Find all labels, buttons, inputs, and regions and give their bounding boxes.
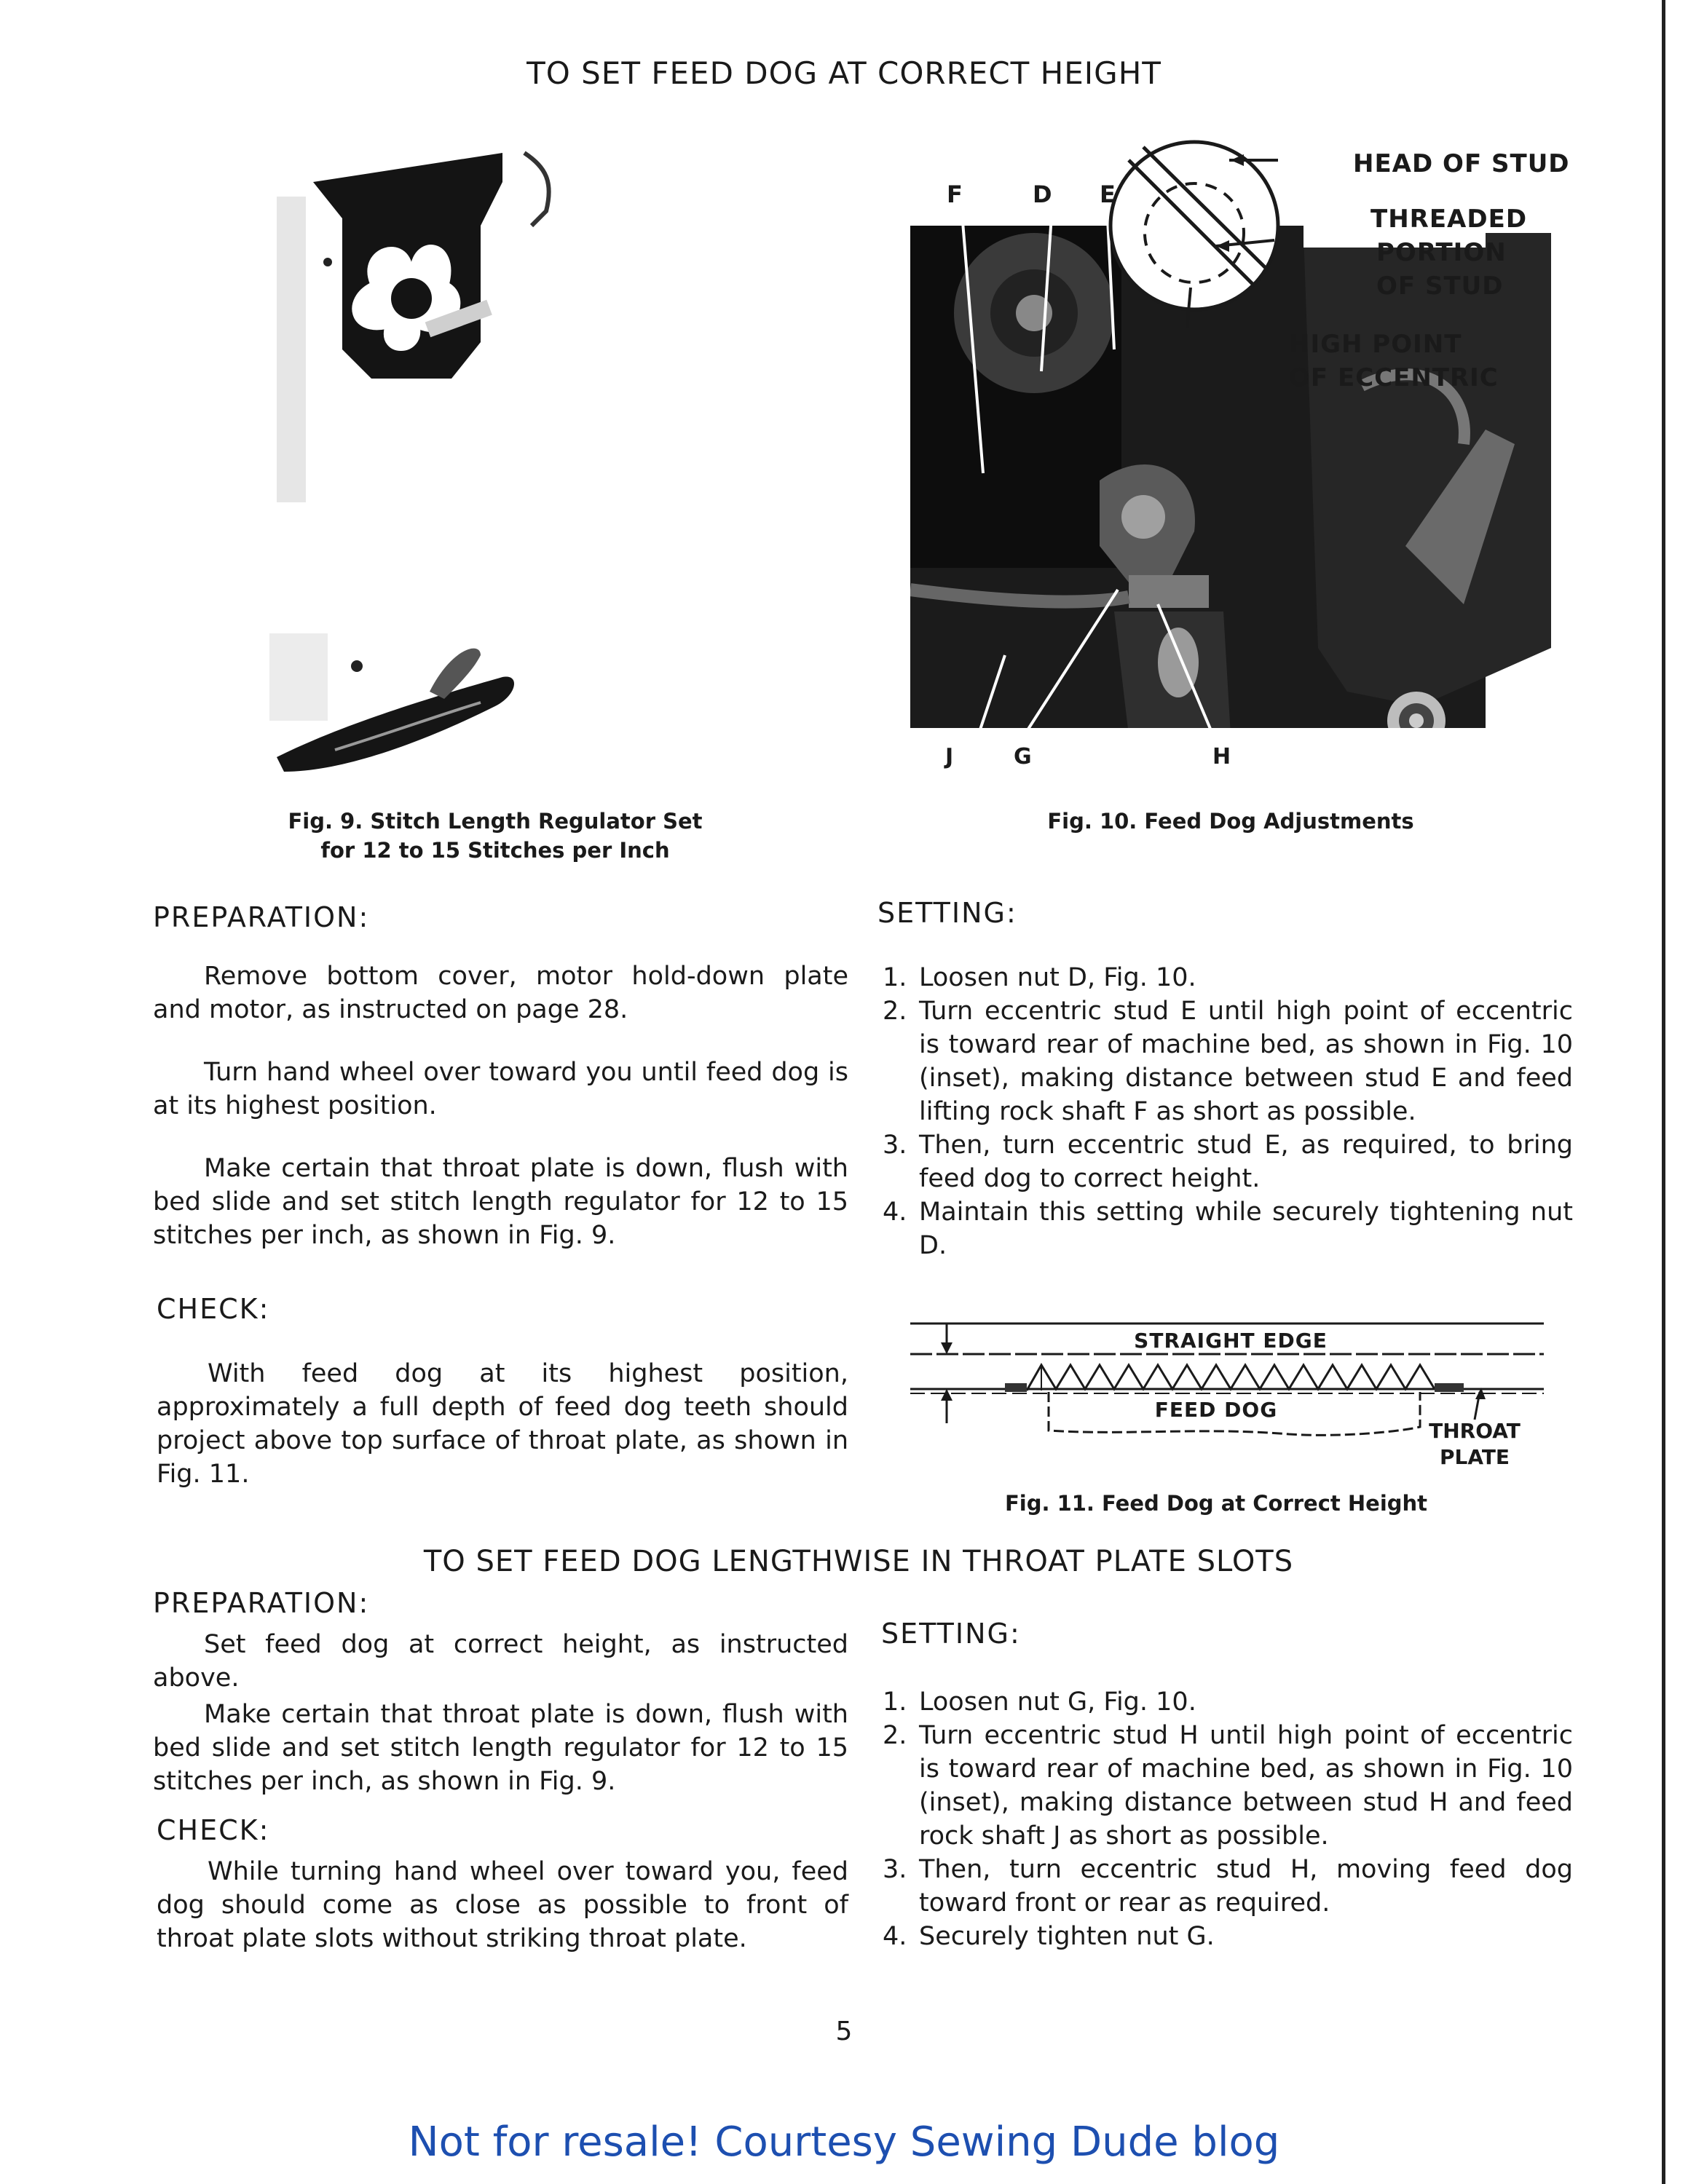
check-paragraph-1: With feed dog at its highest position, approximately a full depth of feed dog teeth should project above top surface of throat plate, as shown in Fig. 11. xyxy=(157,1359,848,1489)
setting-step: 2. Turn eccentric stud E until high point of eccentric is toward rear of machine bed, as shown in Fig. 10 (inset), making distance between stud E and feed lifting rock shaft F as short as possible. xyxy=(883,997,1573,1126)
setting-step: 3. Then, turn eccentric stud H, moving feed dog toward front or rear as required. xyxy=(883,1855,1573,1918)
fig9-caption-line1: Fig. 9. Stitch Length Regulator Set xyxy=(288,809,703,834)
check-heading-1: CHECK: xyxy=(157,1293,270,1325)
prep-paragraph: Make certain that throat plate is down, flush with bed slide and set stitch length regulator for 12 to 15 stitches per inch, as shown in Fig. 9. xyxy=(153,1700,848,1796)
label-h: H xyxy=(1212,744,1231,769)
page-edge-line xyxy=(1662,0,1665,2184)
section2-title: TO SET FEED DOG LENGTHWISE IN THROAT PLATE SLOTS xyxy=(423,1545,1294,1578)
label-j: J xyxy=(945,744,954,769)
fig10-caption: Fig. 10. Feed Dog Adjustments xyxy=(1047,809,1414,834)
label-d: D xyxy=(1033,181,1052,208)
setting-step: 4. Securely tighten nut G. xyxy=(883,1922,1215,1951)
setting-step: 2. Turn eccentric stud H until high point of eccentric is toward rear of machine bed, as shown in Fig. 10 (inset), making distance between stud H and feed rock shaft J as short as possible. xyxy=(883,1721,1573,1851)
prep-body-2 xyxy=(153,1628,848,1798)
setting-step: 1. Loosen nut G, Fig. 10. xyxy=(883,1688,1196,1717)
fig9-illustration xyxy=(262,138,597,779)
inset-label-head: HEAD OF STUD xyxy=(1353,149,1570,178)
setting-step: 4. Maintain this setting while securely tightening nut D. xyxy=(883,1198,1573,1260)
footer-text: Not for resale! Courtesy Sewing Dude blog xyxy=(408,2118,1280,2166)
page-title: TO SET FEED DOG AT CORRECT HEIGHT xyxy=(526,55,1162,91)
feed-dog-label: FEED DOG xyxy=(1154,1398,1278,1422)
label-f: F xyxy=(947,181,963,208)
prep-heading-1: PREPARATION: xyxy=(153,901,370,933)
check-heading-2: CHECK: xyxy=(157,1814,270,1846)
throat-plate-label: THROAT PLATE xyxy=(1429,1419,1521,1469)
inset-label-threaded: THREADED PORTION OF STUD xyxy=(1370,205,1528,301)
fig11-caption: Fig. 11. Feed Dog at Correct Height xyxy=(1004,1491,1428,1516)
label-e: E xyxy=(1100,181,1116,208)
label-g: G xyxy=(1014,744,1032,769)
prep-paragraph: Remove bottom cover, motor hold-down plate and motor, as instructed on page 28. xyxy=(153,962,848,1024)
setting-steps-2 xyxy=(883,1685,1573,1953)
check-paragraph-2: While turning hand wheel over toward you, feed dog should come as close as possible to front of throat plate slots without striking throat plate. xyxy=(157,1857,848,1953)
footer-clip xyxy=(0,2113,1688,2184)
prep-paragraph: Make certain that throat plate is down, flush with bed slide and set stitch length regulator for 12 to 15 stitches per inch, as shown in Fig. 9. xyxy=(153,1154,848,1250)
page-number: 5 xyxy=(835,2017,853,2046)
inset-label-high-point: HIGH POINT OF ECCENTRIC xyxy=(1289,330,1499,392)
setting-steps-1 xyxy=(883,961,1573,1262)
fig9-caption xyxy=(277,807,714,865)
setting-heading-1: SETTING: xyxy=(877,897,1017,929)
setting-heading-2: SETTING: xyxy=(881,1618,1021,1650)
setting-step: 3. Then, turn eccentric stud E, as required, to bring feed dog to correct height. xyxy=(883,1131,1573,1193)
prep-body-1 xyxy=(153,960,848,1252)
prep-paragraph: Turn hand wheel over toward you until feed dog is at its highest position. xyxy=(153,1058,848,1120)
fig9-caption-line2: for 12 to 15 Stitches per Inch xyxy=(320,838,670,863)
prep-paragraph: Set feed dog at correct height, as instructed above. xyxy=(153,1630,848,1693)
setting-step: 1. Loosen nut D, Fig. 10. xyxy=(883,963,1196,992)
prep-heading-2: PREPARATION: xyxy=(153,1587,370,1619)
straight-edge-label: STRAIGHT EDGE xyxy=(1134,1329,1328,1353)
